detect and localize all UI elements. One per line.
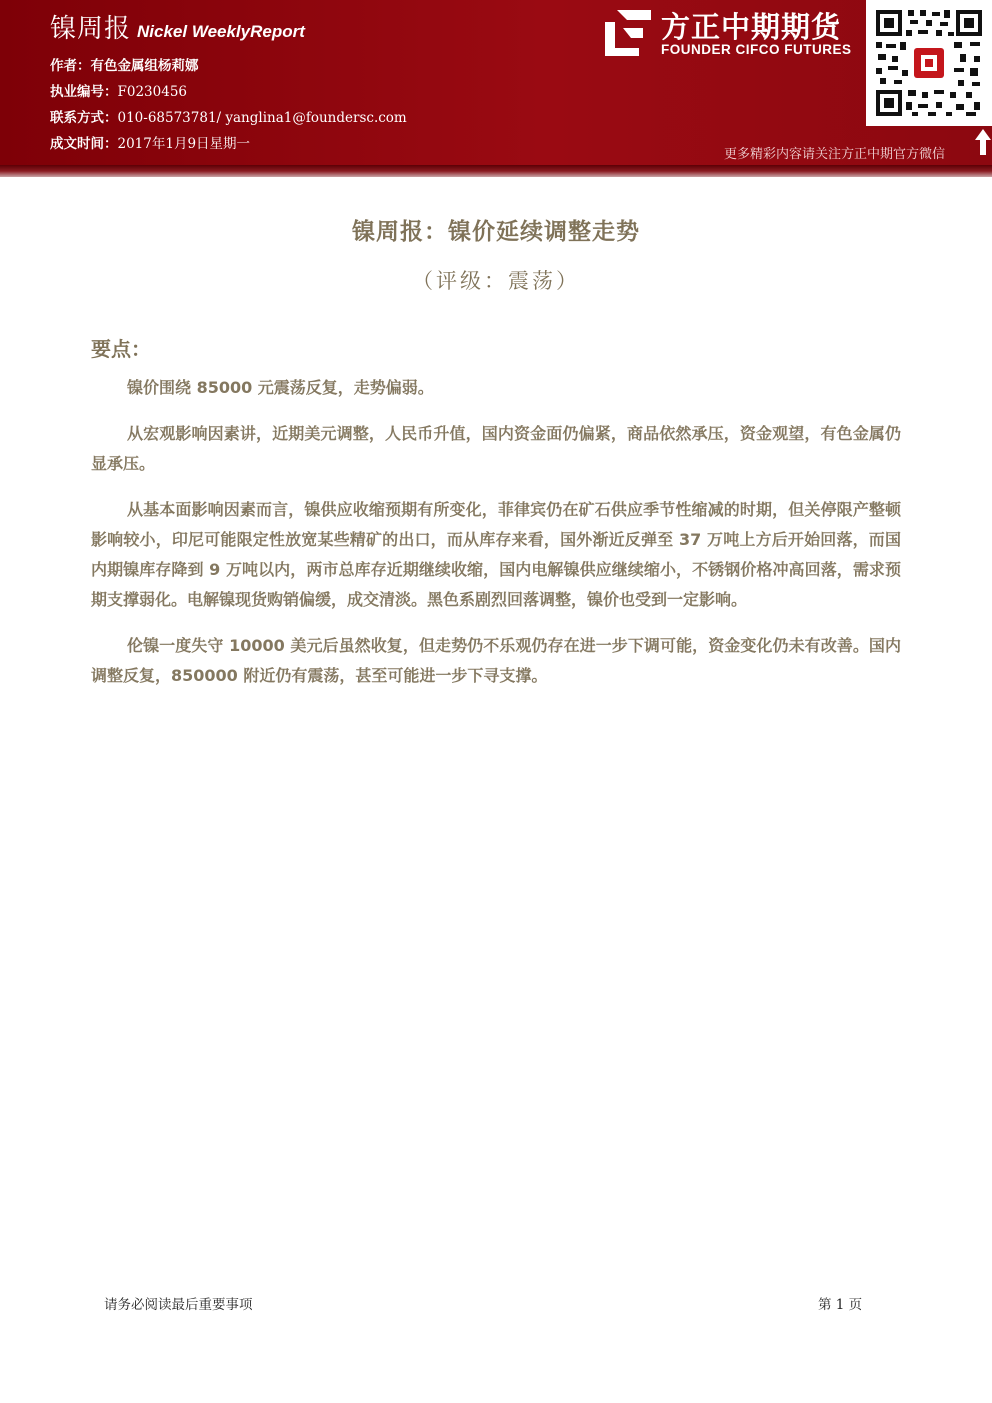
header-divider — [0, 165, 992, 177]
license-value: F0230456 — [117, 84, 187, 100]
author-label: 作者： — [50, 58, 91, 74]
founder-logo-icon — [603, 8, 653, 58]
license-label: 执业编号： — [50, 84, 118, 100]
brand-subtitle: FOUNDER CIFCO FUTURES — [661, 42, 852, 57]
paragraph-3: 从基本面影响因素而言，镍供应收缩预期有所变化，菲律宾仍在矿石供应季节性缩减的时期，但关停限产整顿影响较小，印尼可能限定性放宽某些精矿的出口，而从库存来看，国外渐近反弹至 37 万吨上方后开始回落，而国内期镍库存降到 9 万吨以内，两市总库存近期继续收缩，国内电解镍供应继续缩小，不锈钢价格冲高回落，需求预期支撑弱化。电解镍现货购销偏缓，成交清淡。黑色系剧烈回落调整，镍价也受到一定影响。 — [91, 500, 901, 609]
key-points-body — [91, 373, 901, 707]
author-value: 有色金属组杨莉娜 — [90, 58, 199, 74]
report-title-en: Nickel WeeklyReport — [137, 22, 305, 41]
paragraph-2: 从宏观影响因素讲，近期美元调整，人民币升值，国内资金面仍偏紧，商品依然承压，资金观望，有色金属仍显承压。 — [91, 424, 901, 473]
arrow-up-icon — [974, 128, 992, 156]
author-line — [50, 54, 199, 74]
contact-label: 联系方式： — [50, 110, 118, 126]
footer-notice: 请务必阅读最后重要事项 — [104, 1297, 253, 1313]
key-points-heading: 要点： — [91, 337, 151, 361]
paragraph-4: 伦镍一度失守 10000 美元后虽然收复，但走势仍不乐观仍存在进一步下调可能，资金变化仍未有改善。国内调整反复，850000 附近仍有震荡，甚至可能进一步下寻支撑。 — [91, 636, 901, 685]
date-value: 2017年1月9日星期一 — [117, 136, 251, 152]
date-label: 成文时间： — [50, 136, 118, 152]
page-number: 第 1 页 — [818, 1297, 863, 1313]
paragraph-1: 镍价围绕 85000 元震荡反复，走势偏弱。 — [127, 378, 434, 397]
report-title-cn: 镍周报 — [50, 14, 132, 44]
brand-name: 方正中期期货 — [661, 10, 842, 44]
report-header — [0, 0, 992, 165]
license-line — [50, 80, 187, 100]
follow-wechat-text: 更多精彩内容请关注方正中期官方微信 — [724, 147, 946, 162]
wechat-qr-code — [866, 0, 992, 126]
date-line — [50, 132, 250, 152]
document-title: 镍周报：镍价延续调整走势 — [352, 219, 640, 245]
brand-logo — [603, 5, 863, 65]
qr-code-icon — [866, 0, 992, 126]
contact-value[interactable]: 010-68573781/ yanglina1@foundersc.com — [117, 110, 407, 126]
contact-line — [50, 106, 407, 126]
report-title — [50, 8, 305, 45]
document-rating: （评级：震荡） — [412, 269, 580, 293]
